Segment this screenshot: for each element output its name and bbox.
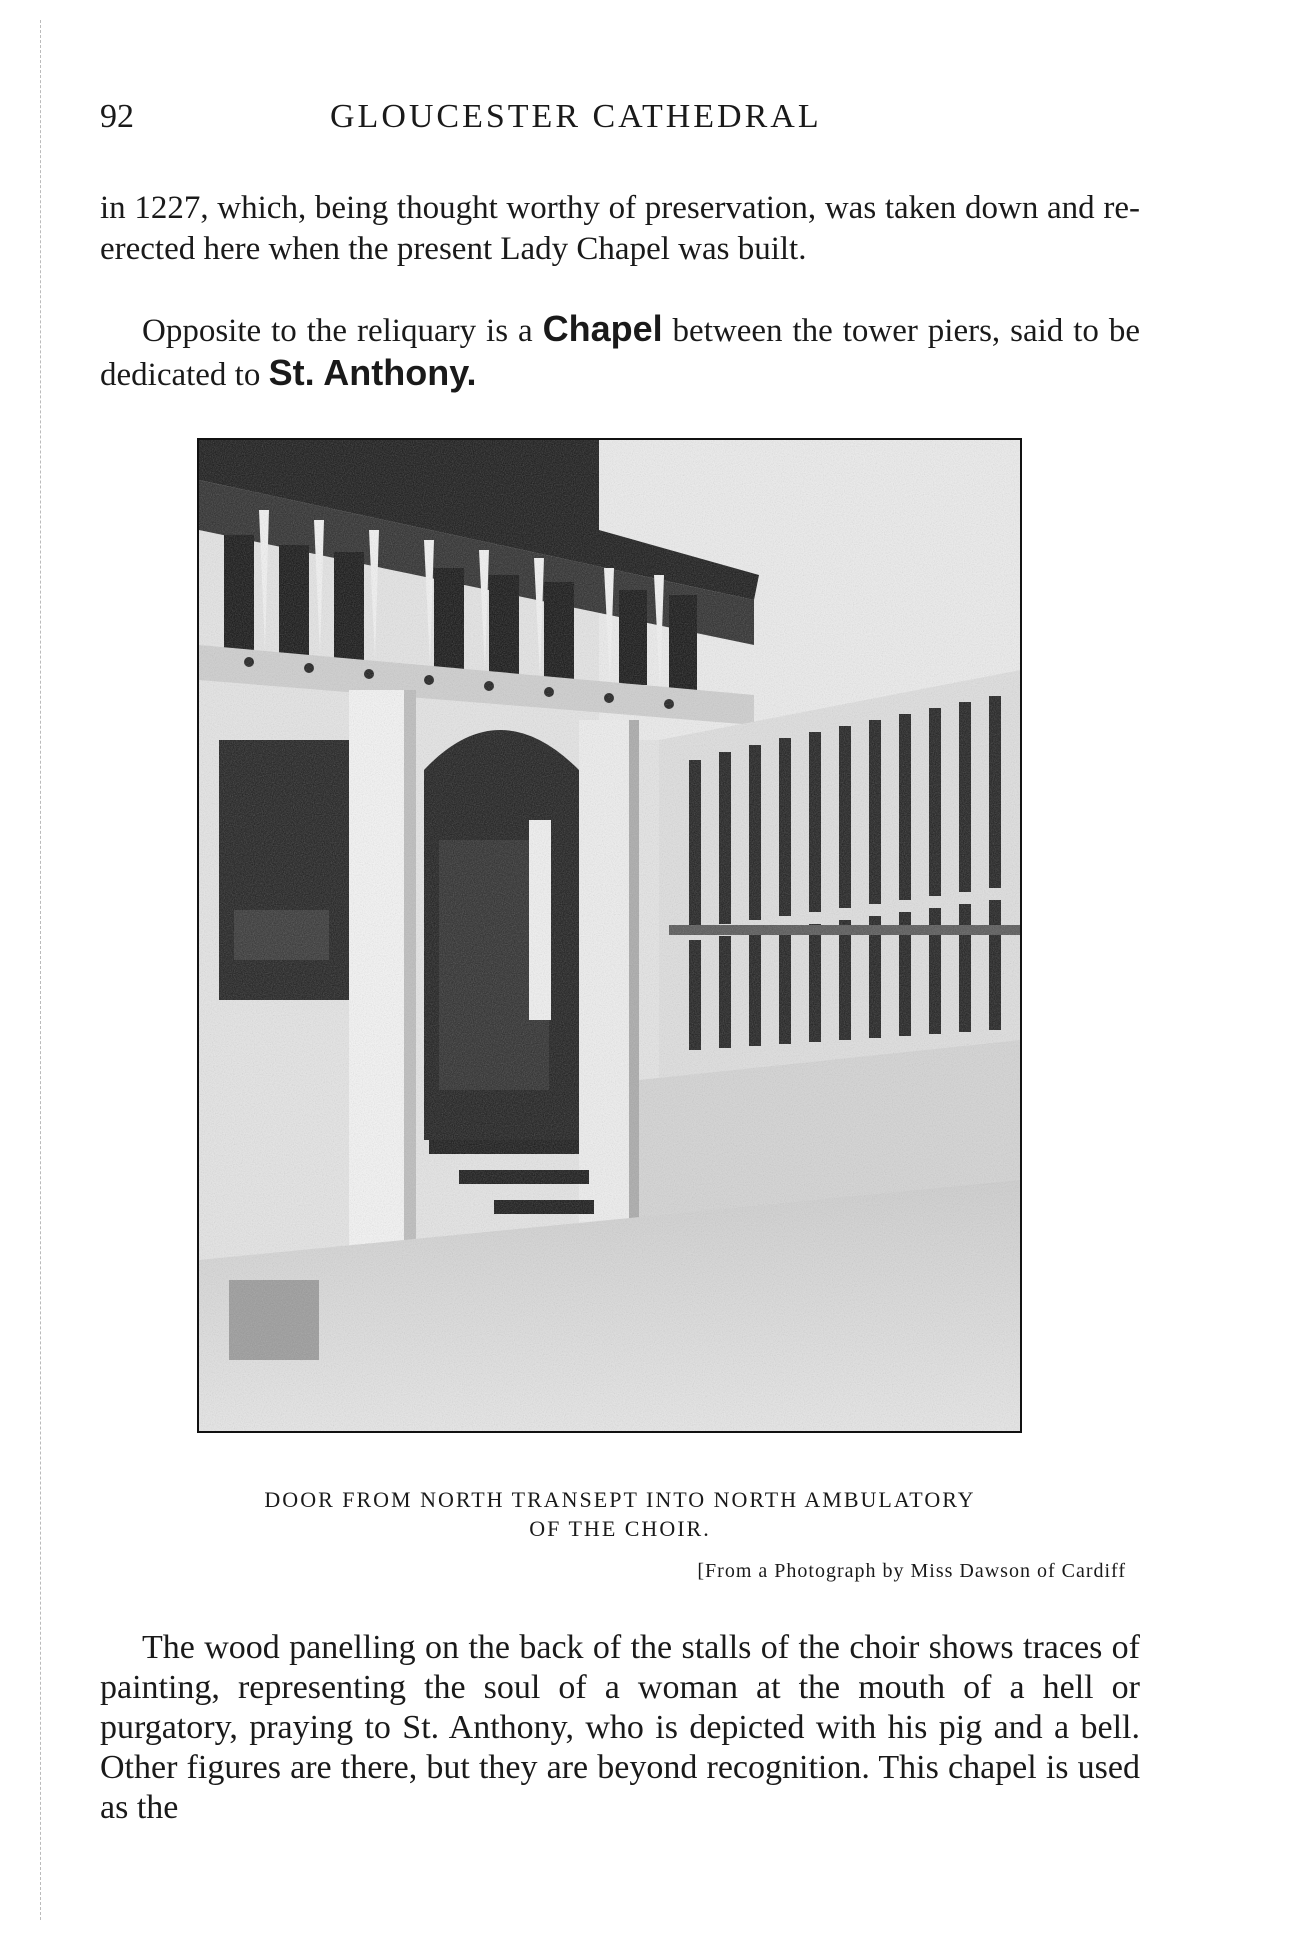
photo-credit: [From a Photograph by Miss Dawson of Cardiff xyxy=(697,1560,1126,1582)
chapel-term: Chapel xyxy=(542,308,663,349)
figure-caption-line-2: OF THE CHOIR. xyxy=(529,1516,711,1541)
paragraph-1: in 1227, which, being thought worthy of preservation, was taken down and re-erected here when the present Lady Chapel was built. xyxy=(100,190,1140,267)
paragraph-3: The wood panelling on the back of the stalls of the choir shows traces of painting, representing the soul of a woman at the mouth of a hell or purgatory, praying to St. Anthony, who is depicted with his pig and a bell. Other figures are there, but they are beyond recognition. This chapel is used as the xyxy=(100,1629,1140,1826)
paragraph-2 xyxy=(100,308,1140,396)
st-anthony-term: St. Anthony. xyxy=(268,352,477,393)
page-number: 92 xyxy=(100,98,134,135)
page-edge xyxy=(40,20,42,1920)
paragraph-2-text-a: Opposite to the reliquary is a xyxy=(142,313,543,349)
page-header xyxy=(100,98,1140,148)
running-head: GLOUCESTER CATHEDRAL xyxy=(330,98,822,135)
photograph-door xyxy=(197,438,1022,1433)
figure-caption-line-1: DOOR FROM NORTH TRANSEPT INTO NORTH AMBULATORY xyxy=(264,1487,976,1512)
paragraph-2-text-b: between the tower piers, said to be dedicated to xyxy=(100,313,1140,393)
